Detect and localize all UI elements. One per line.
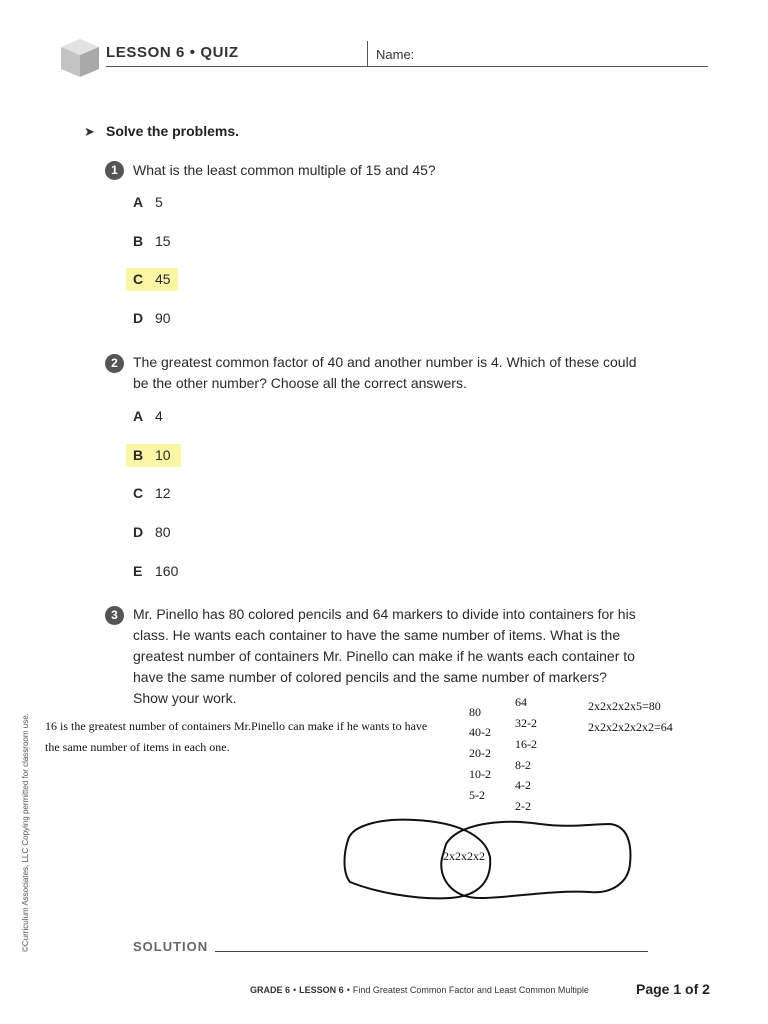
q1-option-c-value: 45: [155, 271, 171, 287]
question-1-text: What is the least common multiple of 15 and 45?: [133, 162, 436, 178]
prime-factorization-80: 2x2x2x2x5=80: [588, 699, 661, 713]
question-3-line-4: have the same number of colored pencils and the same number of markers?: [133, 669, 607, 685]
question-3-line-1: Mr. Pinello has 80 colored pencils and 64 markers to divide into containers for his: [133, 606, 636, 622]
instructions: Solve the problems.: [106, 123, 240, 139]
footer-topic: Find Greatest Common Factor and Least Common Multiple: [352, 985, 589, 995]
q2-option-c[interactable]: [126, 482, 178, 505]
factor-64-step: 2-2: [515, 799, 531, 813]
q2-option-b-highlighted[interactable]: [126, 444, 181, 467]
q1-option-c-letter: C: [133, 271, 144, 287]
copyright-notice: ©Curriculum Associates, LLC Copying permitted for classroom use.: [21, 713, 30, 952]
q2-option-a[interactable]: [126, 405, 170, 428]
q2-option-c-letter: C: [133, 485, 144, 501]
solution-label: SOLUTION: [133, 939, 209, 954]
venn-overlap-label: 2x2x2x2: [443, 849, 485, 863]
question-number-1: 1: [105, 161, 124, 180]
q1-option-b[interactable]: [126, 230, 178, 253]
prime-factorization-64: 2x2x2x2x2x2=64: [588, 720, 673, 734]
question-number-2: 2: [105, 354, 124, 373]
q2-option-d[interactable]: [126, 521, 178, 544]
factor-80-step: 40-2: [469, 725, 491, 739]
lesson-title: LESSON 6 • QUIZ: [106, 44, 239, 61]
question-3-text: [133, 604, 653, 709]
q2-option-d-letter: D: [133, 524, 144, 540]
q2-option-e-letter: E: [133, 563, 143, 579]
q2-option-e[interactable]: [126, 560, 185, 583]
q1-option-d-value: 90: [155, 310, 171, 326]
q1-option-a-letter: A: [133, 194, 144, 210]
factor-80-step: 5-2: [469, 788, 485, 802]
q1-option-a[interactable]: [126, 191, 170, 214]
footer-grade: GRADE 6: [250, 985, 291, 995]
factor-64-step: 4-2: [515, 778, 531, 792]
header-divider: [367, 41, 368, 67]
factor-80-step: 20-2: [469, 746, 491, 760]
factor-64-step: 64: [515, 695, 527, 709]
q2-option-a-letter: A: [133, 408, 144, 424]
question-number-3: 3: [105, 606, 124, 625]
arrow-bullet-icon: ➤: [84, 124, 95, 139]
student-answer-line-1: 16 is the greatest number of containers Mr.Pinello can make if he wants to have: [45, 719, 428, 733]
question-3-line-5: Show your work.: [133, 690, 237, 706]
solution-answer-line[interactable]: [215, 951, 648, 952]
factor-80-step: 80: [469, 705, 481, 719]
q1-option-b-value: 15: [155, 233, 171, 249]
q2-option-d-value: 80: [155, 524, 171, 540]
question-3-line-3: greatest number of containers Mr. Pinello can make if he wants each container to: [133, 648, 635, 664]
q2-option-a-value: 4: [155, 408, 163, 424]
factor-80-step: 10-2: [469, 767, 491, 781]
question-2-line-1: The greatest common factor of 40 and another number is 4. Which of these could: [133, 354, 637, 370]
q2-option-c-value: 12: [155, 485, 171, 501]
venn-diagram-drawing: [340, 812, 636, 907]
lesson-cube-icon: [59, 37, 101, 79]
factor-64-step: 8-2: [515, 758, 531, 772]
footer-info: GRADE 6 • LESSON 6 • Find Greatest Common Factor and Least Common Multiple: [250, 985, 589, 995]
question-2-line-2: be the other number? Choose all the correct answers.: [133, 375, 467, 391]
q1-option-d-letter: D: [133, 310, 144, 326]
factor-64-step: 32-2: [515, 716, 537, 730]
q1-option-a-value: 5: [155, 194, 163, 210]
q2-option-b-value: 10: [155, 447, 171, 463]
student-answer-line-2: the same number of items in each one.: [45, 740, 230, 754]
footer-lesson: LESSON 6: [299, 985, 344, 995]
question-2-text: [133, 352, 653, 394]
page-number: Page 1 of 2: [636, 981, 710, 997]
header-rule: [106, 66, 708, 67]
q2-option-b-letter: B: [133, 447, 144, 463]
q2-option-e-value: 160: [155, 563, 179, 579]
q1-option-b-letter: B: [133, 233, 144, 249]
name-label: Name:: [376, 47, 415, 62]
q1-option-c-highlighted[interactable]: [126, 268, 178, 291]
factor-64-step: 16-2: [515, 737, 537, 751]
question-3-line-2: class. He wants each container to have the same number of items. What is the: [133, 627, 621, 643]
q1-option-d[interactable]: [126, 307, 178, 330]
